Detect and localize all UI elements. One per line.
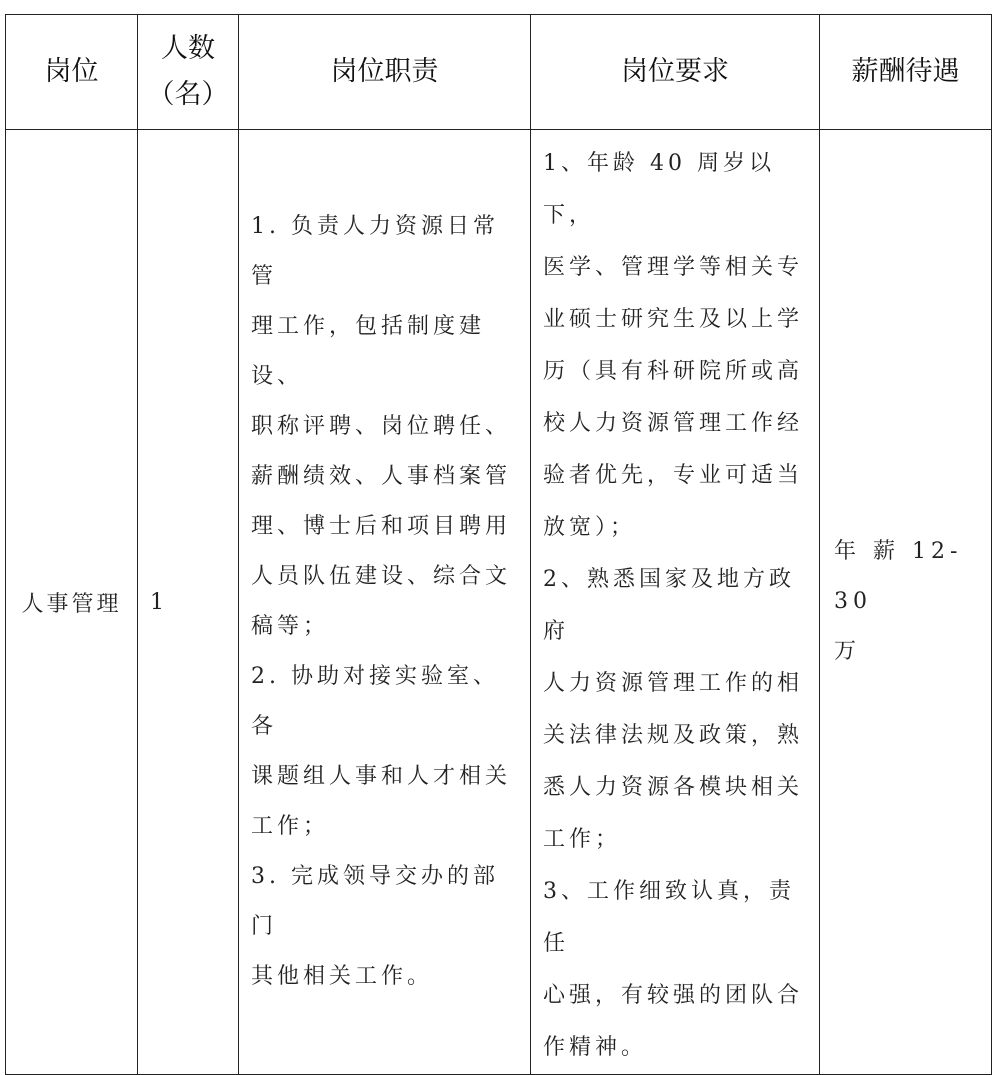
header-position: 岗位: [6, 15, 138, 130]
table-header-row: [6, 15, 992, 130]
header-count: 人数 （名）: [138, 15, 239, 130]
cell-duties: [239, 130, 531, 1075]
cell-position: 人事管理: [6, 130, 138, 1075]
duties-text: 1. 负责人力资源日常管 理工作，包括制度建设、 职称评聘、岗位聘任、 薪酬绩效、人事档案管 理、博士后和项目聘用 人员队伍建设、综合文 稿等； 2. 协助对接实验室、各 课题组人事和人才相关 工作； 3. 完成领导交办的部门 其他相关工作。: [251, 214, 512, 989]
header-salary: 薪酬待遇: [820, 15, 992, 130]
cell-requirements: [531, 130, 820, 1075]
table-row: [6, 130, 992, 1075]
cell-salary: [820, 130, 992, 1075]
salary-text: 年 薪 12-30 万: [834, 539, 963, 664]
cell-count: 1: [138, 130, 239, 1075]
job-posting-table: [5, 14, 992, 1075]
header-duties: 岗位职责: [239, 15, 531, 130]
header-requirements: 岗位要求: [531, 15, 820, 130]
requirements-text: 1、年龄 40 周岁以下， 医学、管理学等相关专 业硕士研究生及以上学 历（具有科研院所或高 校人力资源管理工作经 验者优先，专业可适当 放宽）； 2、熟悉国家及地方政府 人力资源管理工作的相 关法律法规及政策，熟 悉人力资源各模块相关 工作； 3、工作细致认真，责任 心强，有较强的团队合 作精神。: [543, 151, 804, 1060]
